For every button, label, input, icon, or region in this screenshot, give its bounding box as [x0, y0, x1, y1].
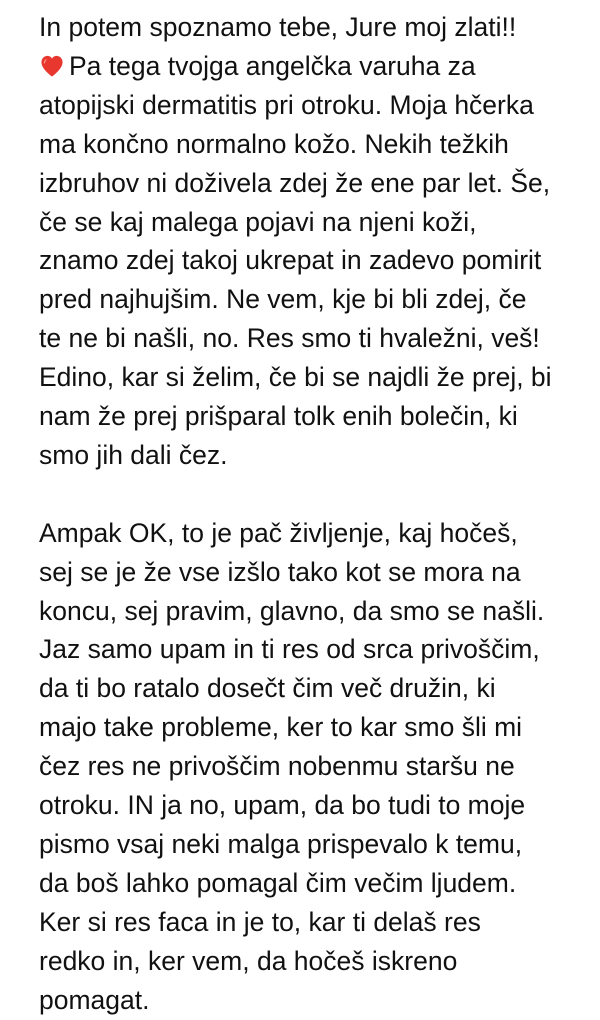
- text-line: pismo vsaj neki malga prispevalo k temu,: [39, 829, 523, 860]
- text-line: Ker si res faca in je to, kar ti delaš res: [39, 906, 481, 937]
- text-line: koncu, sej pravim, glavno, da smo se našli.: [39, 595, 545, 626]
- text-line: ma končno normalno kožo. Nekih težkih: [39, 128, 509, 159]
- text-line: redko in, ker vem, da hočeš iskreno: [39, 945, 458, 976]
- text-line: smo jih dali čez.: [39, 439, 228, 470]
- text-line-content: Pa tega tvojga angelčka varuha za: [69, 50, 476, 81]
- text-line: izbruhov ni doživela zdej že ene par let. Še,: [39, 167, 551, 198]
- text-line: te ne bi našli, no. Res smo ti hvaležni, veš!: [39, 323, 540, 354]
- text-line: otroku. IN ja no, upam, da bo tudi to moje: [39, 790, 526, 821]
- text-line: znamo zdej takoj ukrepat in zadevo pomirit: [39, 245, 542, 276]
- text-line: čez res ne privoščim nobenmu staršu ne: [39, 751, 515, 782]
- text-line: In potem spoznamo tebe, Jure moj zlati!!: [39, 12, 517, 42]
- message-body: [39, 8, 579, 1020]
- text-line: sej se je že vse izšlo tako kot se mora na: [39, 556, 521, 587]
- text-line: Edino, kar si želim, če bi se najdli že prej, bi: [39, 362, 552, 393]
- paragraph-1: [39, 8, 579, 475]
- text-line: majo take probleme, ker to kar smo šli mi: [39, 712, 523, 743]
- text-line-with-emoji: [39, 47, 579, 86]
- red-heart-icon: [39, 53, 65, 79]
- text-line: nam že prej prišparal tolk enih bolečin, ki: [39, 401, 518, 432]
- text-line: če se kaj malega pojavi na njeni koži,: [39, 206, 477, 237]
- text-line: da boš lahko pomagal čim večim ljudem.: [39, 867, 517, 898]
- text-line: da ti bo ratalo dosečt čim več družin, ki: [39, 673, 496, 704]
- text-line: pomagat.: [39, 984, 150, 1015]
- paragraph-2: [39, 514, 579, 1020]
- text-line: pred najhujšim. Ne vem, kje bi bli zdej, če: [39, 284, 527, 315]
- text-line: atopijski dermatitis pri otroku. Moja hčerka: [39, 89, 534, 120]
- text-line: Jaz samo upam in ti res od srca privoščim,: [39, 634, 540, 665]
- text-line: Ampak OK, to je pač življenje, kaj hočeš,: [39, 517, 518, 548]
